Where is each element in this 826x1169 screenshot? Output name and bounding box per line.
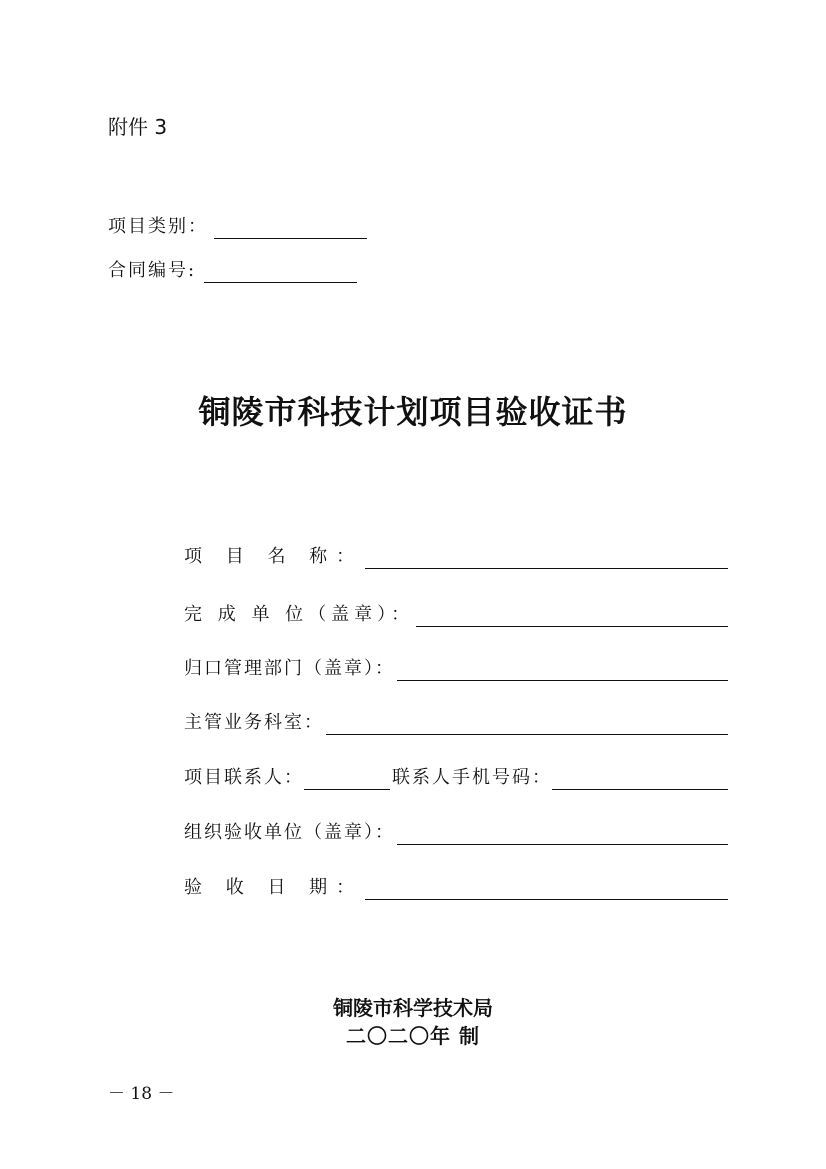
- management-dept-label: 归口管理部门（盖章）：: [184, 658, 395, 679]
- acceptance-org-input[interactable]: [397, 824, 728, 845]
- issuer-name: 铜陵市科学技术局: [333, 996, 493, 1020]
- acceptance-org-label: 组织验收单位（盖章）：: [184, 822, 395, 843]
- acceptance-date-row: [184, 876, 728, 900]
- contract-number-label: 合同编号:: [108, 260, 197, 281]
- completion-unit-row: [184, 603, 728, 627]
- project-category-label: 项目类别：: [108, 216, 208, 237]
- acceptance-date-label: 验 收 日 期：: [184, 877, 364, 898]
- acceptance-date-input[interactable]: [365, 879, 728, 900]
- contact-phone-label: 联系人手机号码：: [392, 767, 552, 788]
- contact-row: [184, 766, 728, 790]
- document-title: 铜陵市科技计划项目验收证书: [198, 393, 628, 431]
- project-category-row: [108, 215, 367, 239]
- management-dept-input[interactable]: [397, 660, 728, 681]
- contact-person-label: 项目联系人：: [184, 767, 304, 788]
- contract-number-row: [108, 259, 357, 283]
- business-office-row: [184, 711, 728, 735]
- contact-phone-input[interactable]: [552, 769, 728, 790]
- project-name-label: 项 目 名 称：: [184, 546, 364, 567]
- completion-unit-input[interactable]: [416, 606, 728, 627]
- completion-unit-label: 完 成 单 位（盖章）：: [184, 604, 415, 625]
- contact-person-input[interactable]: [304, 769, 390, 790]
- page-number: － 18 －: [108, 1084, 175, 1104]
- project-category-input[interactable]: [214, 218, 367, 239]
- business-office-input[interactable]: [326, 714, 728, 735]
- acceptance-org-row: [184, 821, 728, 845]
- contract-number-input[interactable]: [204, 262, 357, 283]
- attachment-label: 附件 3: [108, 115, 168, 139]
- project-name-input[interactable]: [365, 548, 728, 569]
- project-name-row: [184, 545, 728, 569]
- management-dept-row: [184, 657, 728, 681]
- issue-year: 二〇二〇年 制: [346, 1024, 480, 1048]
- business-office-label: 主管业务科室：: [184, 712, 324, 733]
